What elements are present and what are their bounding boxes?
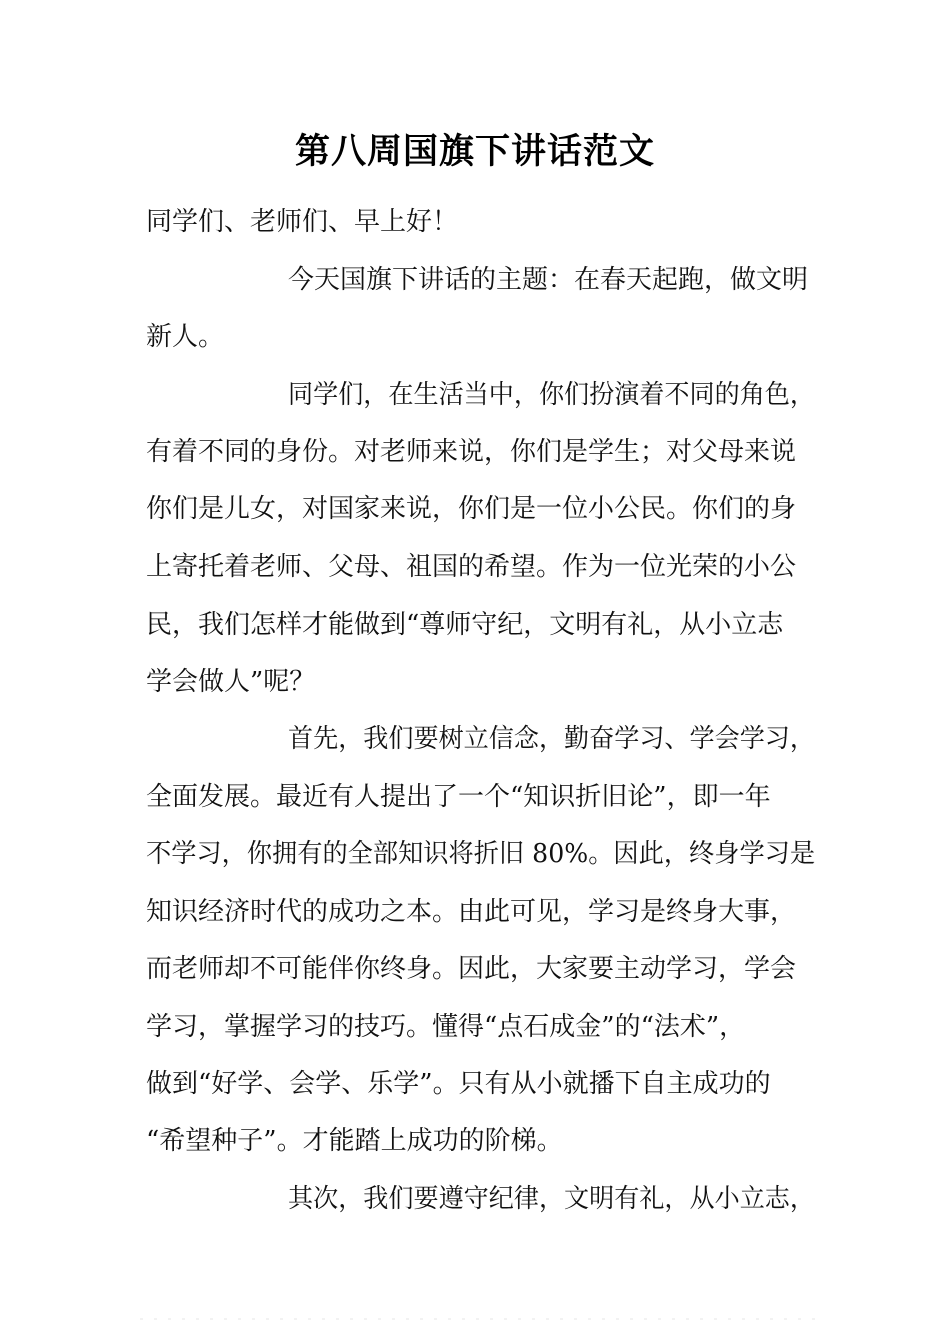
paragraph-line: 同学们、老师们、早上好！ [146,207,459,237]
paragraph-line: “希望种子”。才能踏上成功的阶梯。 [146,1126,563,1156]
paragraph-line: 做到“好学、会学、乐学”。只有从小就播下自主成功的 [146,1069,771,1099]
page-bottom-divider [140,1318,820,1320]
paragraph-line: 上寄托着老师、父母、祖国的希望。作为一位光荣的小公 [146,552,797,582]
paragraph-line: 学会做人”呢？ [146,667,316,697]
document-title: 第八周国旗下讲话范文 [294,132,655,172]
paragraph-line: 民，我们怎样才能做到“尊师守纪，文明有礼，从小立志 [146,610,784,640]
paragraph-line: 学习，掌握学习的技巧。懂得“点石成金”的“法术”， [146,1012,746,1042]
paragraph-line: 新人。 [146,322,225,352]
paragraph-line: 有着不同的身份。对老师来说，你们是学生；对父母来说 [146,437,797,467]
paragraph-line: 全面发展。最近有人提出了一个“知识折旧论”，即一年 [146,782,771,812]
paragraph-line: 首先，我们要树立信念，勤奋学习、学会学习， [288,724,816,754]
paragraph-line: 同学们，在生活当中，你们扮演着不同的角色， [288,380,816,410]
paragraph-line: 今天国旗下讲话的主题：在春天起跑，做文明 [288,265,809,295]
paragraph-line: 不学习，你拥有的全部知识将折旧 80%。因此，终身学习是 [146,839,816,869]
paragraph-line: 其次，我们要遵守纪律，文明有礼，从小立志， [288,1184,816,1214]
paragraph-line: 知识经济时代的成功之本。由此可见，学习是终身大事， [146,897,797,927]
paragraph-line: 你们是儿女，对国家来说，你们是一位小公民。你们的身 [146,494,797,524]
paragraph-line: 而老师却不可能伴你终身。因此，大家要主动学习，学会 [146,954,797,984]
